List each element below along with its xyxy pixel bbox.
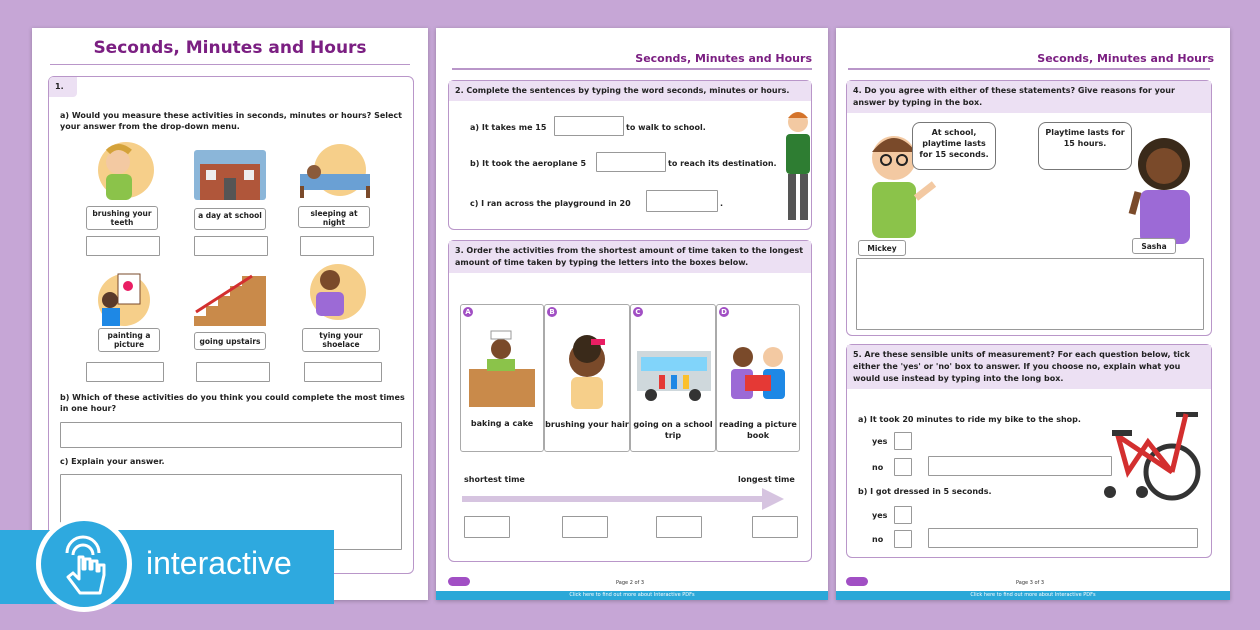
q5a-no-label: no [872, 463, 884, 472]
q5b-yes-checkbox[interactable] [894, 506, 912, 524]
speech-bubble-mickey: At school, playtime lasts for 15 seconds. [912, 122, 996, 170]
page-title: Seconds, Minutes and Hours [1037, 52, 1214, 65]
title-divider [452, 68, 812, 70]
sasha-illustration [1112, 134, 1202, 246]
activity-label-stairs: going upstairs [194, 332, 266, 350]
touch-hand-icon [55, 533, 115, 597]
q5a-no-checkbox[interactable] [894, 458, 912, 476]
section-number: 1. [49, 77, 77, 97]
activity-illustration-shoelace [302, 262, 368, 326]
activity-label-school: a day at school [194, 208, 266, 230]
q5a-text: a) It took 20 minutes to ride my bike to the shop. [858, 415, 1081, 424]
dropdown-school[interactable] [194, 236, 268, 256]
longest-time-label: longest time [738, 475, 795, 484]
activity-label-sleeping: sleeping at night [298, 206, 370, 228]
answer-4-field[interactable] [856, 258, 1204, 330]
activity-illustration-teeth [88, 140, 154, 204]
q5b-explain-field[interactable] [928, 528, 1198, 548]
q2a-after: to walk to school. [626, 123, 706, 132]
time-arrow [462, 488, 784, 512]
q2b-before: b) It took the aeroplane 5 [470, 159, 587, 168]
activity-illustration-school [192, 148, 268, 202]
dropdown-shoelace[interactable] [304, 362, 382, 382]
page-number: Page 3 of 3 [1016, 580, 1045, 586]
q5a-yes-label: yes [872, 437, 888, 446]
card-label-b: brushing your hair [545, 420, 629, 429]
page-title: Seconds, Minutes and Hours [50, 38, 410, 65]
activity-illustration-painting [94, 266, 154, 328]
name-tag-mickey: Mickey [858, 240, 906, 256]
worksheet-page-3 [836, 28, 1230, 600]
twinkl-logo [846, 577, 868, 586]
interactive-label: interactive [146, 545, 292, 581]
activity-illustration-sleeping [296, 142, 376, 202]
card-label-d: reading a picture book [719, 420, 797, 440]
answer-1b-field[interactable] [60, 422, 402, 448]
reading-illustration [721, 341, 795, 407]
footer-link[interactable]: Click here to find out more about Interactive PDFs [569, 592, 695, 598]
card-letter-b: B [547, 307, 557, 317]
question-1c-text: c) Explain your answer. [60, 457, 165, 466]
card-letter-c: C [633, 307, 643, 317]
order-box-3[interactable] [656, 516, 702, 538]
touch-icon-circle [36, 516, 132, 612]
card-label-a: baking a cake [470, 419, 534, 428]
card-letter-a: A [463, 307, 473, 317]
activity-card-d [716, 304, 800, 452]
q2a-before: a) It takes me 15 [470, 123, 547, 132]
footer-link[interactable]: Click here to find out more about Interactive PDFs [970, 592, 1096, 598]
baking-illustration [465, 325, 539, 411]
dropdown-painting[interactable] [86, 362, 164, 382]
q5b-no-label: no [872, 535, 884, 544]
order-box-1[interactable] [464, 516, 510, 538]
twinkl-logo [448, 577, 470, 586]
card-letter-d: D [719, 307, 729, 317]
bike-illustration [1098, 408, 1206, 508]
name-tag-sasha: Sasha [1132, 238, 1176, 254]
q2c-input[interactable] [646, 190, 718, 212]
q2c-before: c) I ran across the playground in 20 [470, 199, 631, 208]
dropdown-stairs[interactable] [196, 362, 270, 382]
q5a-yes-checkbox[interactable] [894, 432, 912, 450]
order-box-4[interactable] [752, 516, 798, 538]
activity-label-shoelace: tying your shoelace [302, 328, 380, 352]
dropdown-sleeping[interactable] [300, 236, 374, 256]
page-title: Seconds, Minutes and Hours [635, 52, 812, 65]
question-1a-text: a) Would you measure these activities in seconds, minutes or hours? Select your answer from the drop-down menu. [60, 111, 402, 131]
question-3-header: 3. Order the activities from the shortest amount of time taken to the longest amount of time taken by typing the letters into the boxes below. [449, 241, 811, 273]
question-2-header: 2. Complete the sentences by typing the word seconds, minutes or hours. [449, 81, 811, 101]
boy-illustration [780, 108, 814, 226]
page-number: Page 2 of 3 [616, 580, 645, 586]
worksheet-page-1 [32, 28, 428, 600]
q2b-input[interactable] [596, 152, 666, 172]
activity-illustration-stairs [192, 272, 268, 328]
activity-card-a [460, 304, 544, 452]
q2a-input[interactable] [554, 116, 624, 136]
shortest-time-label: shortest time [464, 475, 525, 484]
school-trip-illustration [635, 345, 713, 405]
q2c-after: . [720, 199, 724, 208]
question-4-header: 4. Do you agree with either of these statements? Give reasons for your answer by typing in the box. [847, 81, 1211, 113]
q5b-text: b) I got dressed in 5 seconds. [858, 487, 992, 496]
question-1b-text: b) Which of these activities do you think you could complete the most times in one hour? [60, 393, 405, 413]
speech-bubble-sasha: Playtime lasts for 15 hours. [1038, 122, 1132, 170]
activity-label-painting: painting a picture [98, 328, 160, 352]
footer-bar[interactable] [836, 591, 1230, 600]
activity-card-b [544, 304, 630, 452]
footer-bar[interactable] [436, 591, 828, 600]
order-box-2[interactable] [562, 516, 608, 538]
brushing-hair-illustration [551, 325, 625, 411]
card-label-c: going on a school trip [633, 420, 713, 440]
worksheet-page-2 [436, 28, 828, 600]
dropdown-teeth[interactable] [86, 236, 160, 256]
activity-label-teeth: brushing your teeth [86, 206, 158, 230]
title-divider [848, 68, 1210, 70]
activity-card-c [630, 304, 716, 452]
q2b-after: to reach its destination. [668, 159, 777, 168]
q5b-no-checkbox[interactable] [894, 530, 912, 548]
q5a-explain-field[interactable] [928, 456, 1112, 476]
q5b-yes-label: yes [872, 511, 888, 520]
question-5-header: 5. Are these sensible units of measurement? For each question below, tick either the 'yes' or 'no' box to answer. If you choose no, explain what you would use instead by typing into the long box. [847, 345, 1211, 389]
